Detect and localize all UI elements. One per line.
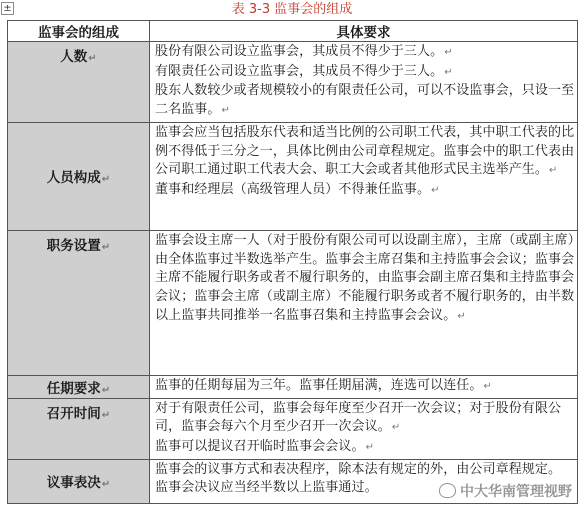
- row-key-term: 任期要求↵: [8, 375, 150, 398]
- row-value-meeting-time: 对于有限责任公司，监事会每年度至少召开一次会议；对于股份有限公司，监事会每六个月至少召开一次会议。↵ 监事可以提议召开临时监事会会议。↵: [150, 398, 578, 459]
- row-value-term: 监事的任期每届为三年。监事任期届满，连选可以连任。↵: [150, 375, 578, 398]
- table-caption: [0, 0, 584, 20]
- row-value-positions: 监事会设主席一人（对于股份有限公司可以设副主席），主席（或副主席）由全体监事过半数选举产生。监事会主席召集和主持监事会会议；监事会主席不能履行职务或者不履行职务的，由监事会副主席召集和主持监事会会议；监事会主席（或副主席）不能履行职务或者不履行职务的，由半数以上监事共同推举一名监事召集和主持监事会会议。↵: [150, 230, 578, 375]
- table-row: [8, 122, 578, 230]
- row-key-count: 人数↵: [8, 42, 150, 123]
- watermark: 中大华南管理视野: [439, 481, 572, 501]
- table-row: [8, 230, 578, 375]
- header-requirements: 具体要求: [150, 21, 578, 42]
- row-key-voting: 议事表决↵: [8, 459, 150, 503]
- row-value-voting: 监事会的议事方式和表决程序，除本法有规定的外，由公司章程规定。 监事会决议应当经半数以上监事通过。: [150, 459, 578, 503]
- row-value-composition: 监事会应当包括股东代表和适当比例的公司职工代表，其中职工代表的比例不得低于三分之一，具体比例由公司章程规定。监事会中的职工代表由公司职工通过职工代表大会、职工大会或者其他形式民主选举产生。↵ 董事和经理层（高级管理人员）不得兼任监事。↵: [150, 122, 578, 230]
- table-row: [8, 398, 578, 459]
- table-header-row: [8, 21, 578, 42]
- row-key-positions: 职务设置↵: [8, 230, 150, 375]
- table-move-handle-icon[interactable]: ±: [1, 2, 14, 15]
- table-row: [8, 42, 578, 123]
- row-value-count: 股份有限公司设立监事会，其成员不得少于三人。↵ 有限责任公司设立监事会，其成员不得少于三人。↵ 股东人数较少或者规模较小的有限责任公司，可以不设监事会，只设一至二名监事。↵: [150, 42, 578, 123]
- header-composition: 监事会的组成: [8, 21, 150, 42]
- table-row: [8, 375, 578, 398]
- supervisory-board-table: [7, 20, 578, 504]
- table-title: 表 3-3 监事会的组成: [231, 2, 353, 17]
- wechat-logo-icon: [439, 483, 456, 498]
- row-key-meeting-time: 召开时间↵: [8, 398, 150, 459]
- row-key-composition: 人员构成↵: [8, 122, 150, 230]
